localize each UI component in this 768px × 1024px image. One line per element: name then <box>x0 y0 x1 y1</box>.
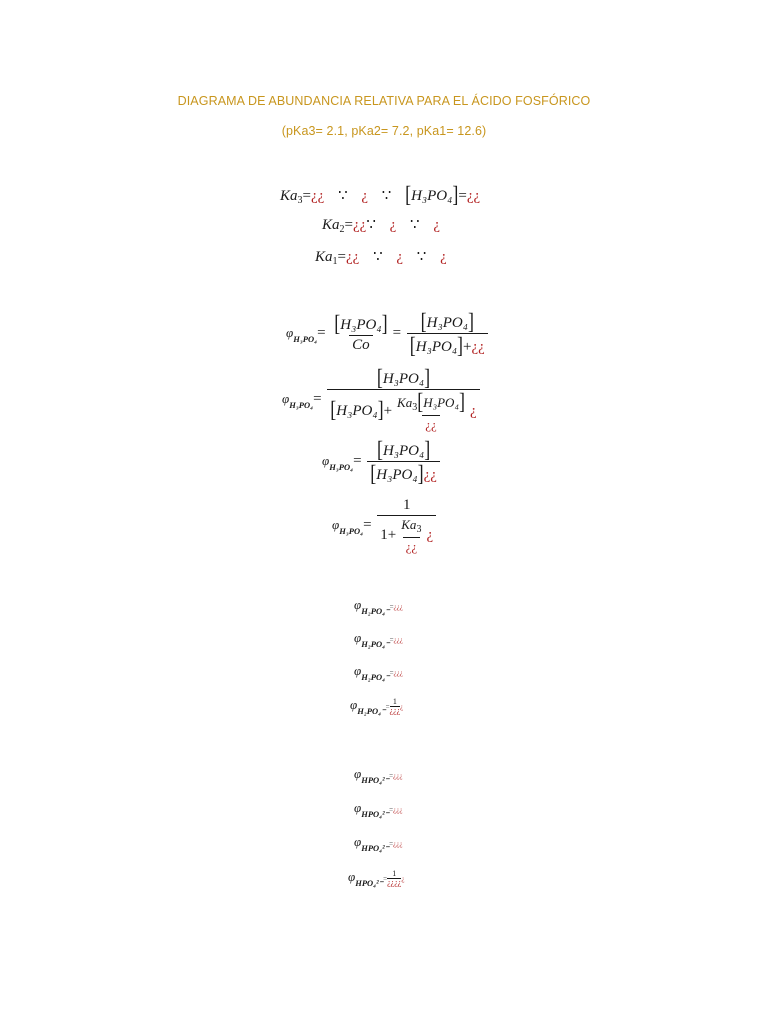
ka1-equation: $Ka_1=¿¿$ ∵ ¿ ∵ ¿ <box>315 249 447 267</box>
phi-hpo4-line1: $\varphi_{HPO_4^{2-}}=¿¿¿$ <box>354 766 403 785</box>
placeholder: ¿¿ <box>466 188 481 204</box>
ka3-equation: $Ka_3=¿¿$ ∵ ¿ ∵ [H₃PO₄]=¿¿ <box>280 181 481 207</box>
h3po4-formula: H₃PO₄ <box>411 188 453 204</box>
phi-h2po4-line2: $\varphi_{H_2PO_4^-}=¿¿¿$ <box>354 630 403 649</box>
placeholder: ¿ <box>440 249 447 265</box>
placeholder: ¿¿ <box>352 217 367 233</box>
placeholder: ¿ <box>433 217 440 233</box>
ka-symbol: Ka <box>280 188 298 204</box>
phi-hpo4-line4: $\varphi_{HPO_4^{2-}}=$ 1 ¿¿¿¿ ¿ <box>348 869 405 889</box>
phi-h2po4-line4: $\varphi_{H_2PO_4^-}=$ 1 ¿¿¿ ¿ <box>350 697 404 717</box>
placeholder: ¿¿ <box>310 188 325 204</box>
phi-h3po4-eq2: $\varphi_{H_3PO_4}=$ [H₃PO₄] [H₃PO₄]+ $\frac{Ka_3[H_3PO_4]}{¿¿}$ ¿ <box>282 368 482 431</box>
phi-h2po4-line3: $\varphi_{H_2PO_4^-}=¿¿¿$ <box>354 663 403 682</box>
placeholder: ¿¿ <box>345 249 360 265</box>
phi-h3po4-eq4: $\varphi_{H_3PO_4}=$ 1 1+ $\frac{Ka_3}{¿¿}$ ¿ <box>332 498 438 553</box>
ka2-equation: $Ka_2=¿¿\because$ ¿ ∵ ¿ <box>322 217 440 235</box>
page-title: DIAGRAMA DE ABUNDANCIA RELATIVA PARA EL ÁCIDO FOSFÓRICO <box>177 94 591 108</box>
phi-hpo4-line2: $\varphi_{HPO_4^{2-}}=¿¿¿$ <box>354 800 403 819</box>
placeholder: ¿ <box>361 188 369 204</box>
placeholder: ¿ <box>389 217 397 233</box>
phi-hpo4-line3: $\varphi_{HPO_4^{2-}}=¿¿¿$ <box>354 834 403 853</box>
phi-h3po4-eq1: $\varphi_{H_3PO_4}=$ $\frac{\text{[H₃PO₄]}}{Co}$ = $\frac{\text{[H₃PO₄]}}{\text{[H₃PO₄]+¿¿}}$ <box>286 312 490 355</box>
placeholder: ¿ <box>396 249 404 265</box>
phi-h3po4-eq3: $\varphi_{H_3PO_4}=$ $\frac{\text{[H₃PO₄]}}{\text{[H₃PO₄]¿¿}}$ <box>322 440 442 483</box>
page-subtitle: (pKa3= 2.1, pKa2= 7.2, pKa1= 12.6) <box>281 124 487 138</box>
phi-h2po4-line1: $\varphi_{H_2PO_4^-}=¿¿¿$ <box>354 597 403 616</box>
